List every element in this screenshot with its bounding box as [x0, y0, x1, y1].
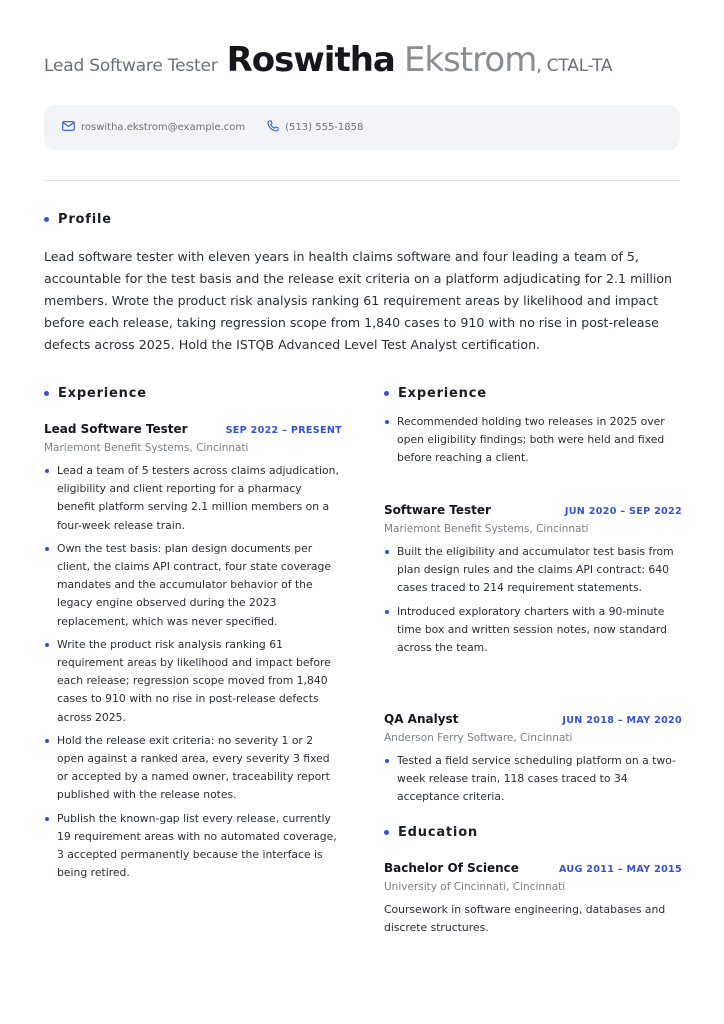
first-name: Roswitha [226, 40, 395, 80]
contact-bar [44, 105, 680, 150]
bullet-item: Own the test basis: plan design documents per client, the claims API contract, four state coverage mandates and the accumulator behavior of the legacy engine observed during the 2023 replacement, which was never specified. [44, 540, 342, 631]
job-bullets [384, 543, 682, 657]
phone-contact[interactable] [267, 120, 363, 135]
bullet-item: Built the eligibility and accumulator test basis from plan design rules and the claims API contract: 640 cases traced to 214 requirement statements. [384, 543, 682, 598]
job-title: Software Tester [384, 503, 491, 517]
email-contact[interactable] [62, 121, 245, 134]
job-role: Lead Software Tester [44, 56, 218, 76]
job-title: Lead Software Tester [44, 422, 188, 436]
job-entry [384, 712, 682, 812]
job-dates: JUN 2018 – MAY 2020 [562, 715, 682, 726]
bullet-item: Tested a field service scheduling platform on a two-week release train, 118 cases traced to 34 acceptance criteria. [384, 752, 682, 807]
bullet-item: Hold the release exit criteria: no severity 1 or 2 open against a ranked area, every severity 3 fixed or accepted by a named owner, traceability report published with the release notes. [44, 732, 342, 805]
school: University of Cincinnati, Cincinnati [384, 881, 566, 893]
degree: Bachelor Of Science [384, 861, 519, 875]
education-dates: AUG 2011 – MAY 2015 [558, 864, 682, 875]
job-entry [44, 422, 342, 887]
bullet-dot [384, 830, 389, 835]
mail-icon [62, 121, 81, 134]
resume-header [44, 40, 684, 88]
job-entry [384, 503, 682, 662]
last-name: Ekstrom [403, 40, 537, 80]
bullet-item: Lead a team of 5 testers across claims adjudication, eligibility and client reporting for a pharmacy benefit platform serving 2.1 million members on a four-week release train. [44, 462, 342, 535]
experience-heading: Experience [44, 386, 147, 401]
job-dates: SEP 2022 – PRESENT [225, 425, 342, 436]
email-text: roswitha.ekstrom@example.com [81, 122, 246, 133]
bullet-dot [384, 391, 389, 396]
job-dates: JUN 2020 – SEP 2022 [564, 506, 682, 517]
education-heading: Education [384, 825, 478, 840]
bullet-dot [44, 217, 49, 222]
phone-text: (513) 555-1858 [285, 122, 364, 133]
header-divider [44, 180, 680, 181]
job-organization: Anderson Ferry Software, Cincinnati [384, 732, 573, 744]
job-bullets [44, 462, 342, 882]
bullet-item: Introduced exploratory charters with a 90-minute time box and written session notes, now standard across the team. [384, 603, 682, 658]
experience-heading-continued: Experience [384, 386, 487, 401]
profile-heading: Profile [44, 212, 112, 227]
profile-summary: Lead software tester with eleven years in health claims software and four leading a team of 5, accountable for the test basis and the release exit criteria on a platform adjudicating for 2.1 million members. Wrote the product risk analysis ranking 61 requirement areas by likelihood and impact before each release, taking regression scope from 1,840 cases to 910 with no rise in post-release defects across 2025. Hold the ISTQB Advanced Level Test Analyst certification. [44, 249, 673, 352]
job-organization: Mariemont Benefit Systems, Cincinnati [384, 523, 589, 535]
education-note: Coursework in software engineering, databases and discrete structures. [384, 903, 666, 935]
job-organization: Mariemont Benefit Systems, Cincinnati [44, 442, 249, 454]
job-bullets [384, 413, 682, 468]
bullet-item: Recommended holding two releases in 2025 over open eligibility findings; both were held and fixed before reaching a client. [384, 413, 682, 468]
bullet-item: Publish the known-gap list every release, currently 19 requirement areas with no automated coverage, 3 accepted permanently because the interface is being retired. [44, 810, 342, 883]
job-bullets [384, 752, 682, 807]
bullet-dot [44, 391, 49, 396]
job-entry-continued [384, 413, 682, 473]
phone-icon [267, 120, 285, 135]
bullet-item: Write the product risk analysis ranking 61 requirement areas by likelihood and impact before each release; regression scope moved from 1,840 cases to 910 with no rise in post-release defects across 2025. [44, 636, 342, 727]
credential: , CTAL-TA [536, 56, 613, 76]
education-entry [384, 861, 682, 937]
job-title: QA Analyst [384, 712, 459, 726]
